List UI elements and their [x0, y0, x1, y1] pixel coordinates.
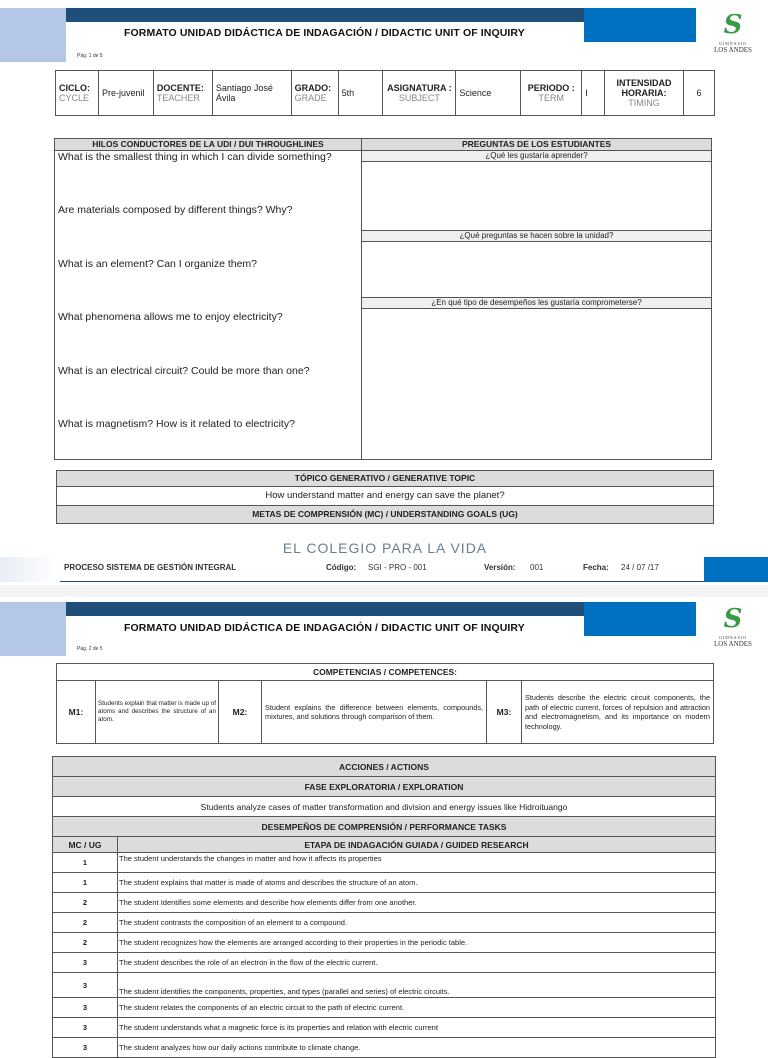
p2-header-accent-left — [0, 602, 66, 656]
footer-bar — [0, 557, 768, 582]
footer-process: PROCESO SISTEMA DE GESTIÓN INTEGRAL — [64, 563, 237, 572]
actions-table — [52, 756, 716, 1058]
student-question-1: ¿Qué les gustaría aprender? — [362, 151, 711, 162]
competences-table — [56, 680, 714, 744]
header-bar-blue — [584, 8, 696, 42]
task-num: 1 — [53, 853, 118, 873]
footer-date-label: Fecha: — [583, 563, 609, 572]
throughlines-header: HILOS CONDUCTORES DE LA UDI / DUI THROUGHLINES — [55, 139, 362, 151]
task-num: 2 — [53, 933, 118, 953]
throughlines-section — [54, 138, 712, 460]
ciclo-value: Pre-juvenil — [98, 71, 153, 116]
guided-header: ETAPA DE INDAGACIÓN GUIADA / GUIDED RESEARCH — [118, 837, 716, 853]
generative-header: TÓPICO GENERATIVO / GENERATIVE TOPIC — [57, 471, 713, 487]
task-text: The student contrasts the composition of an element to a compound. — [118, 913, 716, 933]
footer-version-label: Versión: — [484, 563, 516, 572]
logo-bottom-text: LOS ANDES — [714, 46, 752, 54]
task-text: The student describes the role of an electron in the flow of the electric current. — [118, 953, 716, 973]
table-row — [53, 1038, 716, 1058]
generative-topic-section — [56, 470, 714, 524]
p2-school-logo — [700, 604, 766, 654]
table-row — [53, 953, 716, 973]
throughline-1: What is the smallest thing in which I can divide something? — [58, 151, 332, 163]
ciclo-label: CICLO: — [59, 83, 90, 93]
task-num: 3 — [53, 1018, 118, 1038]
generative-value: How understand matter and energy can save the planet? — [57, 487, 713, 506]
student-question-2: ¿Qué preguntas se hacen sobre la unidad? — [362, 230, 711, 242]
task-text: The student explains that matter is made of atoms and describes the structure of an atom. — [118, 873, 716, 893]
asignatura-label: ASIGNATURA : — [387, 83, 452, 93]
periodo-label: PERIODO : — [527, 83, 575, 93]
task-text: The student Identifies some elements and describe how elements differ from one another. — [118, 893, 716, 913]
task-num: 3 — [53, 973, 118, 998]
m2-label: M2: — [219, 681, 262, 744]
asignatura-en: SUBJECT — [398, 93, 440, 103]
exploration-header: FASE EXPLORATORIA / EXPLORATION — [53, 777, 716, 797]
exploration-text: Students analyze cases of matter transformation and division and energy issues like Hidroituango — [53, 797, 716, 817]
p2-header-bar-blue — [584, 602, 696, 636]
table-row — [53, 998, 716, 1018]
p2-logo-top-text: GIMNASIO — [719, 635, 747, 640]
school-logo — [700, 10, 766, 60]
task-text: The student analyzes how our daily actions contribute to climate change. — [118, 1038, 716, 1058]
table-row — [53, 853, 716, 873]
table-row — [53, 913, 716, 933]
goals-header: METAS DE COMPRENSIÓN (MC) / UNDERSTANDING GOALS (UG) — [57, 506, 713, 523]
periodo-en: TERM — [538, 93, 564, 103]
task-text: The student understands what a magnetic force is its properties and relation with electric current — [118, 1018, 716, 1038]
grado-en: GRADE — [294, 93, 327, 103]
footer-rule — [60, 581, 704, 582]
footer-date: 24 / 07 /17 — [621, 563, 659, 572]
task-text: The student relates the components of an electric circuit to the path of electric current. — [118, 998, 716, 1018]
p2-page-number: Pág. 2 de 5 — [77, 646, 103, 652]
p2-logo-bottom-text: LOS ANDES — [714, 640, 752, 648]
course-info-table — [55, 70, 715, 116]
task-text: The student understands the changes in matter and how it affects its properties — [118, 853, 716, 873]
m2-text: Student explains the difference between elements, compounds, mixtures, and solutions through comparison of them. — [262, 681, 487, 744]
task-num: 3 — [53, 953, 118, 973]
questions-header: PREGUNTAS DE LOS ESTUDIANTES — [362, 139, 711, 151]
m3-text: Students describe the electric circuit components, the path of electric current, forces of repulsion and attraction and electromagnetism, and its importance on modern technology. — [522, 681, 714, 744]
table-row — [53, 873, 716, 893]
page-number: Pág. 1 de 5 — [77, 53, 103, 59]
p2-logo-mark-icon: S — [723, 604, 743, 634]
footer-blue-right — [704, 557, 768, 582]
throughline-3: What is an element? Can I organize them? — [58, 258, 258, 270]
footer-version: 001 — [530, 563, 544, 572]
p2-page-title: FORMATO UNIDAD DIDÁCTICA DE INDAGACIÓN / DIDACTIC UNIT OF INQUIRY — [124, 622, 525, 634]
mc-ug-label: MC / UG — [53, 837, 118, 853]
page-title: FORMATO UNIDAD DIDÁCTICA DE INDAGACIÓN / DIDACTIC UNIT OF INQUIRY — [124, 27, 525, 39]
intensidad-en: TIMING — [628, 98, 660, 108]
logo-top-text: GIMNASIO — [719, 41, 747, 46]
actions-header: ACCIONES / ACTIONS — [53, 757, 716, 777]
task-num: 1 — [53, 873, 118, 893]
header-bar-dark — [66, 8, 666, 22]
docente-en: TEACHER — [156, 93, 200, 103]
intensidad-value: 6 — [684, 71, 715, 116]
throughline-2: Are materials composed by different things? Why? — [58, 204, 293, 216]
grado-value: 5th — [338, 71, 383, 116]
task-num: 3 — [53, 1038, 118, 1058]
table-row — [53, 933, 716, 953]
asignatura-value: Science — [456, 71, 521, 116]
m3-label: M3: — [487, 681, 522, 744]
docente-value: Santiago José Ávila — [212, 71, 291, 116]
m1-text: Students explain that matter is made up of atoms and describes the structure of an atom. — [96, 681, 219, 744]
logo-mark-icon: S — [723, 10, 743, 40]
m1-label: M1: — [57, 681, 96, 744]
task-text: The student recognizes how the elements are arranged according to their properties in the periodic table. — [118, 933, 716, 953]
school-motto: EL COLEGIO PARA LA VIDA — [282, 540, 488, 556]
performance-header: DESEMPEÑOS DE COMPRENSIÓN / PERFORMANCE TASKS — [53, 817, 716, 837]
task-num: 2 — [53, 913, 118, 933]
periodo-value: I — [582, 71, 605, 116]
ciclo-en: CYCLE — [59, 93, 90, 103]
header-accent-left — [0, 8, 66, 62]
docente-label: DOCENTE: — [156, 83, 204, 93]
throughline-6: What is magnetism? How is it related to electricity? — [58, 418, 295, 430]
table-row — [53, 973, 716, 998]
p2-header-bar-dark — [66, 602, 666, 616]
student-question-3: ¿En qué tipo de desempeños les gustaría comprometerse? — [362, 297, 711, 309]
intensidad-label: INTENSIDAD HORARIA: — [616, 78, 672, 98]
task-num: 3 — [53, 998, 118, 1018]
throughline-5: What is an electrical circuit? Could be more than one? — [58, 365, 310, 377]
competences-header: COMPETENCIAS / COMPETENCES: — [56, 663, 714, 681]
grado-label: GRADO: — [294, 83, 332, 93]
footer-code-label: Código: — [326, 563, 357, 572]
table-row — [53, 1018, 716, 1038]
task-text: The student identifies the components, properties, and types (parallel and series) of electric circuits. — [118, 973, 716, 998]
task-num: 2 — [53, 893, 118, 913]
throughline-4: What phenomena allows me to enjoy electricity? — [58, 311, 283, 323]
page-gap — [0, 585, 768, 597]
footer-shade-left — [0, 557, 60, 582]
footer-code: SGI - PRO - 001 — [368, 563, 427, 572]
table-row — [53, 893, 716, 913]
